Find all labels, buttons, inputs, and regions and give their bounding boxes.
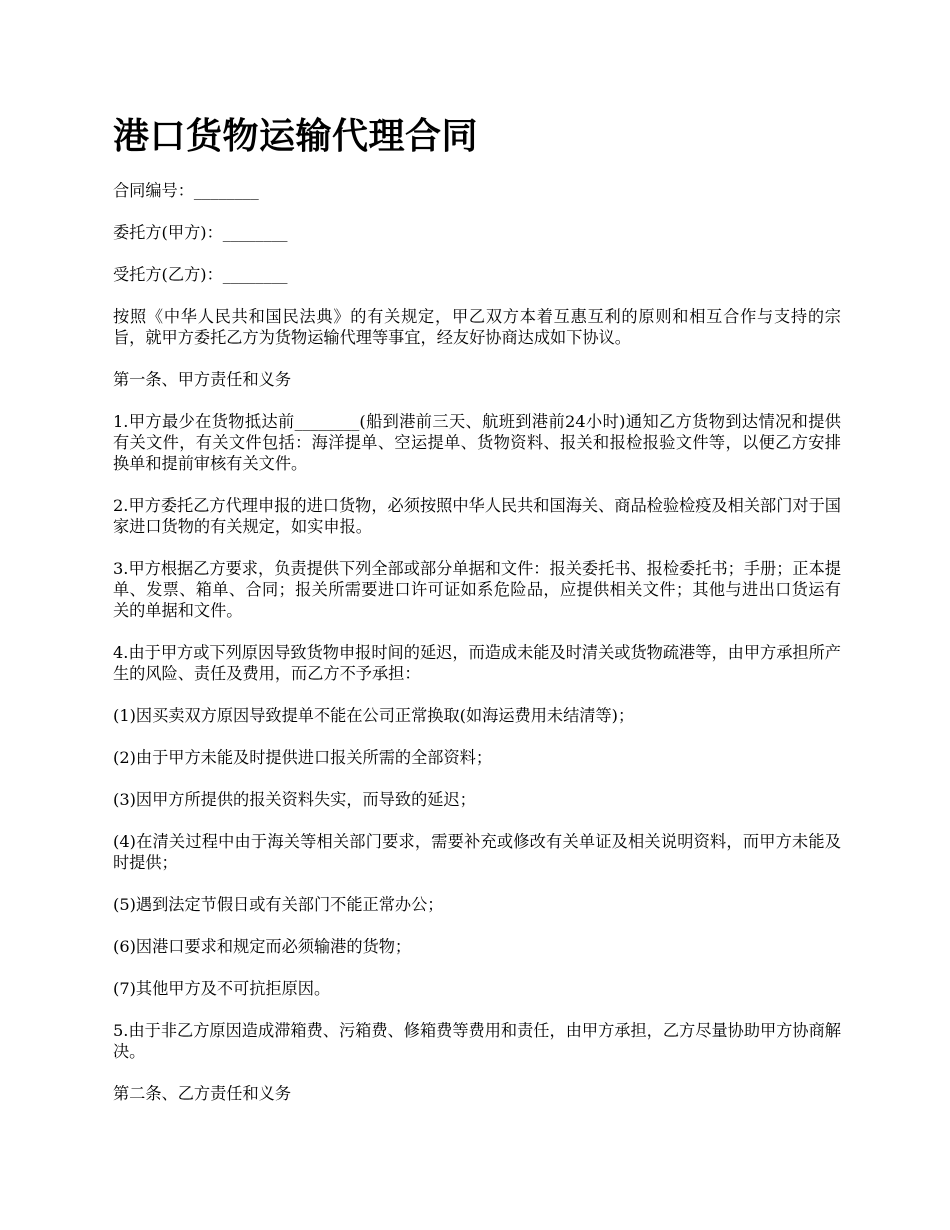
sub-clause-item: (5)遇到法定节假日或有关部门不能正常办公；	[113, 895, 444, 914]
sub-clause-item: (2)由于甲方未能及时提供进口报关所需的全部资料；	[113, 748, 493, 767]
party-b-line: 受托方(乙方)：________	[113, 265, 288, 284]
sub-clause-item: (6)因港口要求和规定而必须输港的货物；	[113, 937, 412, 956]
contract-number-line: 合同编号：________	[113, 181, 259, 200]
sub-clause-item: (3)因甲方所提供的报关资料失实，而导致的延迟；	[113, 790, 476, 809]
section-heading-article-2: 第二条、乙方责任和义务	[113, 1084, 292, 1103]
document-title: 港口货物运输代理合同	[113, 115, 479, 157]
clause-paragraph: 3.甲方根据乙方要求，负责提供下列全部或部分单据和文件：报关委托书、报检委托书；手册；正本提单、发票、箱单、合同；报关所需要进口许可证如系危险品，应提供相关文件；其他与进出口货运有关的单据和文件。	[113, 559, 841, 620]
sub-clause-item: (7)其他甲方及不可抗拒原因。	[113, 979, 331, 998]
section-heading-article-1: 第一条、甲方责任和义务	[113, 370, 292, 389]
clause-paragraph: 1.甲方最少在货物抵达前________(船到港前三天、航班到港前24小时)通知乙方货物到达情况和提供有关文件，有关文件包括：海洋提单、空运提单、货物资料、报关和报检报验文件等，以便乙方安排换单和提前审核有关文件。	[113, 412, 841, 473]
clause-paragraph: 5.由于非乙方原因造成滞箱费、污箱费、修箱费等费用和责任，由甲方承担，乙方尽量协助甲方协商解决。	[113, 1021, 841, 1061]
clause-paragraph: 2.甲方委托乙方代理申报的进口货物，必须按照中华人民共和国海关、商品检验检疫及相关部门对于国家进口货物的有关规定，如实申报。	[113, 496, 841, 536]
sub-clause-item: (4)在清关过程中由于海关等相关部门要求，需要补充或修改有关单证及相关说明资料，而甲方未能及时提供；	[113, 832, 841, 872]
sub-clause-item: (1)因买卖双方原因导致提单不能在公司正常换取(如海运费用未结清等)；	[113, 706, 635, 725]
clause-paragraph: 4.由于甲方或下列原因导致货物申报时间的延迟，而造成未能及时清关或货物疏港等，由甲方承担所产生的风险、责任及费用，而乙方不予承担：	[113, 643, 841, 683]
party-a-line: 委托方(甲方)：________	[113, 223, 288, 242]
document-body	[113, 180, 841, 1125]
preamble-paragraph: 按照《中华人民共和国民法典》的有关规定，甲乙双方本着互惠互利的原则和相互合作与支持的宗旨，就甲方委托乙方为货物运输代理等事宜，经友好协商达成如下协议。	[113, 307, 841, 347]
